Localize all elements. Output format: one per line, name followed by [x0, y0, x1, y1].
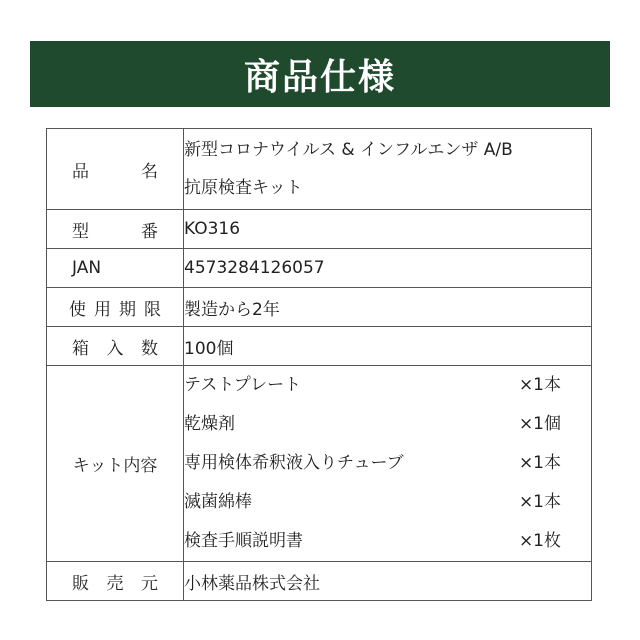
kit-item — [184, 366, 591, 405]
spec-label-seller — [47, 562, 184, 601]
product-name-line-1: 新型コロナウイルス & インフルエンザ A/B — [184, 140, 513, 160]
spec-label-model — [47, 210, 184, 249]
spec-value-jan: 4573284126057 — [184, 249, 592, 288]
spec-label-kit-contents: キット内容 — [47, 366, 184, 562]
page-title: 商品仕様 — [243, 56, 396, 98]
kit-item — [184, 483, 591, 522]
spec-table — [46, 128, 592, 601]
product-name-line-2: 抗原検査キット — [184, 178, 303, 198]
kit-item-name: 乾燥剤 — [184, 414, 235, 434]
kit-item-qty: ×1本 — [518, 375, 561, 395]
spec-row-box-qty — [47, 327, 592, 366]
spec-row-product-name — [47, 129, 592, 210]
kit-item — [184, 522, 591, 561]
spec-row-expiry — [47, 288, 592, 327]
spec-value-model: KO316 — [184, 210, 592, 249]
label-text: 販売元 — [72, 573, 158, 594]
spec-row-kit-contents — [47, 366, 592, 562]
spec-value-box-qty: 100個 — [184, 327, 592, 366]
spec-row-seller — [47, 562, 592, 601]
label-text: 品名 — [72, 161, 158, 182]
kit-item-qty: ×1本 — [518, 492, 561, 512]
kit-item — [184, 405, 591, 444]
spec-label-expiry — [47, 288, 184, 327]
kit-item-name: 検査手順説明書 — [184, 531, 303, 551]
spec-row-jan — [47, 249, 592, 288]
kit-item — [184, 444, 591, 483]
kit-item-qty: ×1枚 — [518, 531, 561, 551]
label-text: 型番 — [72, 221, 158, 242]
spec-label-box-qty — [47, 327, 184, 366]
label-text: 使用期限 — [69, 299, 161, 320]
label-text: JAN — [72, 258, 102, 278]
kit-item-qty: ×1個 — [518, 414, 561, 434]
spec-value-seller: 小林薬品株式会社 — [184, 562, 592, 601]
spec-row-model — [47, 210, 592, 249]
kit-item-qty: ×1本 — [518, 453, 561, 473]
spec-value-product-name — [184, 129, 592, 210]
spec-label-product-name — [47, 129, 184, 210]
kit-item-name: テストプレート — [184, 375, 302, 395]
kit-item-name: 専用検体希釈液入りチューブ — [184, 453, 404, 473]
kit-item-name: 滅菌綿棒 — [184, 492, 252, 512]
spec-label-jan — [47, 249, 184, 288]
label-text: 箱入数 — [72, 338, 158, 359]
spec-value-kit-contents — [184, 366, 592, 562]
spec-header-banner — [30, 41, 610, 107]
spec-value-expiry: 製造から2年 — [184, 288, 592, 327]
